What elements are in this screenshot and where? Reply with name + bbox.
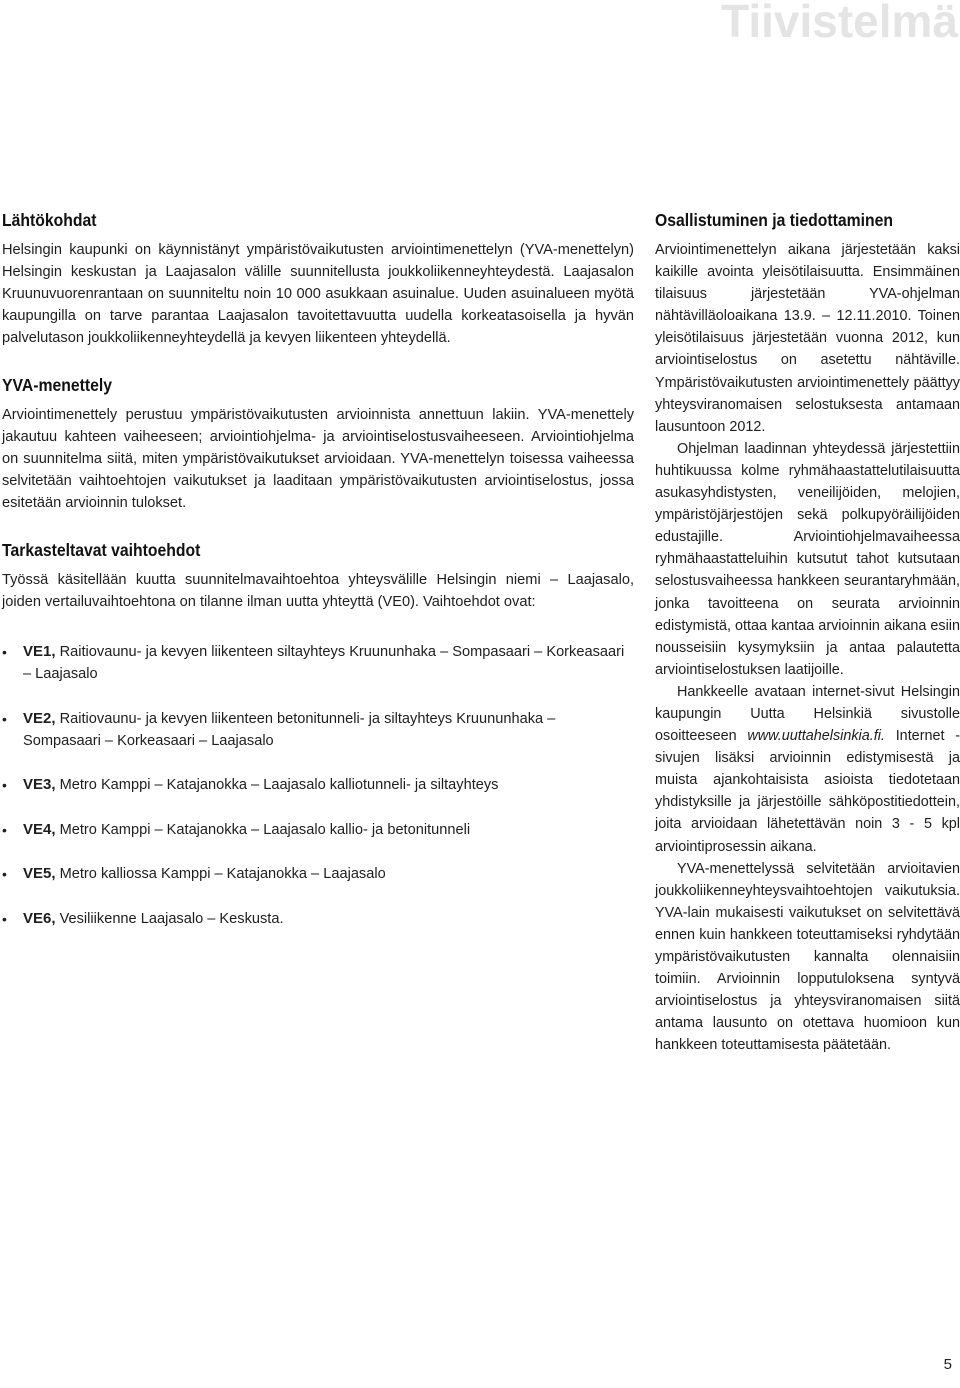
left-column	[2, 208, 634, 954]
alternative-code: VE5,	[23, 865, 56, 882]
paragraph-vaihtoehdot: Työssä käsitellään kuutta suunnitelmavaihtoehtoa yhteysvälille Helsingin niemi – Laajasalo, joiden vertailuvaihtoehtona on tilanne ilman uutta yhteyttä (VE0). Vaihtoehdot ovat:	[2, 572, 634, 610]
page-banner: Tiivistelmä	[721, 0, 958, 47]
list-item-ve4	[2, 819, 634, 841]
paragraph-osallistuminen-4: YVA-menettelyssä selvitetään arvioitavien joukkoliikenneyhteysvaihtoehtojen vaikutuksia. YVA-lain mukaisesti vaikutukset on selvitettävä ennen kuin hankkeen toteuttamiseksi ryhdytään ympäristövaikutusten kannalta olennaisiin toimiin. Arvioinnin lopputuloksena syntyvä arviointiselostus ja yhteysviranomaisen siitä antama lausunto on otettava huomioon kun hankkeen toteuttamisesta päätetään.	[655, 860, 960, 1054]
alternative-text: Raitiovaunu- ja kevyen liikenteen siltayhteys Kruununhaka – Sompasaari – Korkeasaari – Laajasalo	[23, 644, 625, 682]
list-item-ve5	[2, 863, 634, 885]
alternative-code: VE4,	[23, 820, 56, 838]
paragraph-text: Hankkeelle avataan internet-sivut Helsingin kaupungin Uutta Helsinkiä sivustolle osoitteeseen	[655, 683, 960, 745]
paragraph-osallistuminen-1: Arviointimenettelyn aikana järjestetään kaksi kaikille avointa yleisötilaisuutta. Ensimmäinen tilaisuus järjestetään YVA-ohjelman nähtävilläoloaikana 13.9. – 12.11.2010. Toinen yleisötilaisuus järjestetään vuonna 2012, kun arviointiselostus on asetettu nähtäville. Ympäristövaikutusten arviointimenettely päättyy yhteysviranomaisen selostuksesta antamaan lausuntoon 2012.	[655, 242, 960, 435]
alternative-code: VE1,	[23, 643, 56, 660]
paragraph-osallistuminen-2: Ohjelman laadinnan yhteydessä järjestettiin huhtikuussa kolme ryhmähaastattelutilaisuutta asukasyhdistysten, veneilijöiden, melojien, ympäristöjärjestöjen sekä polkupyöräilijöiden edustajille. Arviointiohjelmavaiheessa ryhmähaastatteluihin kutsutut tahot kutsutaan selostusvaiheessa hankkeen seurantaryhmään, jonka tavoitteena on seurata arvioinnin edistymistä, ottaa kantaa arvioinnin aikana esiin nousseisiin kysymyksiin ja antaa palautetta arviointiselostuksen laatijoille.	[655, 440, 960, 678]
bullet-icon: •	[2, 644, 7, 660]
bullet-icon: •	[2, 777, 7, 793]
page-number: 5	[943, 1356, 952, 1373]
paragraph-text: Internet -sivujen lisäksi arvioinnin edistymisestä ja muista ajankohtaisista asioista tiedotetaan yhdistyksille ja järjestöille sähköpostitiedottein, joita arvioidaan lähetettävän noin 3 - 5 kpl arviointiprosessin aikana.	[655, 728, 960, 855]
section-heading-yva: YVA-menettely	[2, 375, 112, 395]
bullet-icon: •	[2, 866, 7, 882]
section-lahtokohdat	[2, 208, 634, 349]
bullet-icon: •	[2, 710, 7, 727]
section-yva	[2, 373, 634, 514]
alternative-code: VE3,	[23, 776, 56, 793]
list-item-ve2	[2, 708, 634, 752]
paragraph-yva: Arviointimenettely perustuu ympäristövaikutusten arvioinnista annettuun lakiin. YVA-menettely jakautuu kahteen vaiheeseen; arviointiohjelma- ja arviointiselostusvaiheeseen. Arviointiohjelma on suunnitelma siitä, miten ympäristövaikutukset arvioidaan. YVA-menettelyn toisessa vaiheessa selvitetään vaihtoehtojen vaikutukset ja laaditaan ympäristövaikutusten arviointiselostus, jossa esitetään arvioinnin tulokset.	[2, 407, 634, 511]
list-item-ve3	[2, 774, 634, 796]
website-link[interactable]: www.uuttahelsinkia.fi.	[747, 728, 885, 745]
alternative-code: VE2,	[23, 709, 56, 727]
bullet-icon: •	[2, 821, 7, 838]
section-heading-vaihtoehdot: Tarkasteltavat vaihtoehdot	[2, 540, 201, 560]
section-heading-lahtokohdat: Lähtökohdat	[2, 210, 97, 230]
list-item-ve1	[2, 641, 634, 685]
alternative-text: Raitiovaunu- ja kevyen liikenteen betonitunneli- ja siltayhteys Kruununhaka – Sompasaari – Korkeasaari – Laajasalo	[23, 710, 556, 749]
paragraph-lahtokohdat: Helsingin kaupunki on käynnistänyt ympäristövaikutusten arviointimenettelyn (YVA-menettelyn) Helsingin keskustan ja Laajasalon välille suunnitellusta joukkoliikenneyhteydestä. Laajasalon Kruunuvuorenrantaan on suunniteltu noin 10 000 asukkaan asuinalue. Uuden asuinalueen myötä kaupungilla on tarve parantaa Laajasalon tavoitettavuutta uudella korkeatasoisella ja hyvän palvelutason joukkoliikenneyhteydellä ja kevyen liikenteen yhteydellä.	[2, 242, 634, 346]
right-column	[655, 208, 960, 1056]
paragraph-osallistuminen-3	[655, 681, 960, 858]
alternative-text: Vesiliikenne Laajasalo – Keskusta.	[59, 910, 284, 927]
list-item-ve6	[2, 908, 634, 930]
alternative-text: Metro kalliossa Kamppi – Katajanokka – Laajasalo	[59, 866, 386, 882]
alternative-text: Metro Kamppi – Katajanokka – Laajasalo kallio- ja betonitunneli	[59, 821, 471, 838]
alternatives-list	[2, 641, 634, 930]
alternative-code: VE6,	[23, 909, 56, 927]
section-vaihtoehdot	[2, 538, 634, 930]
bullet-icon: •	[2, 910, 7, 927]
section-heading-osallistuminen: Osallistuminen ja tiedottaminen	[655, 210, 894, 230]
alternative-text: Metro Kamppi – Katajanokka – Laajasalo kalliotunneli- ja siltayhteys	[59, 777, 499, 793]
